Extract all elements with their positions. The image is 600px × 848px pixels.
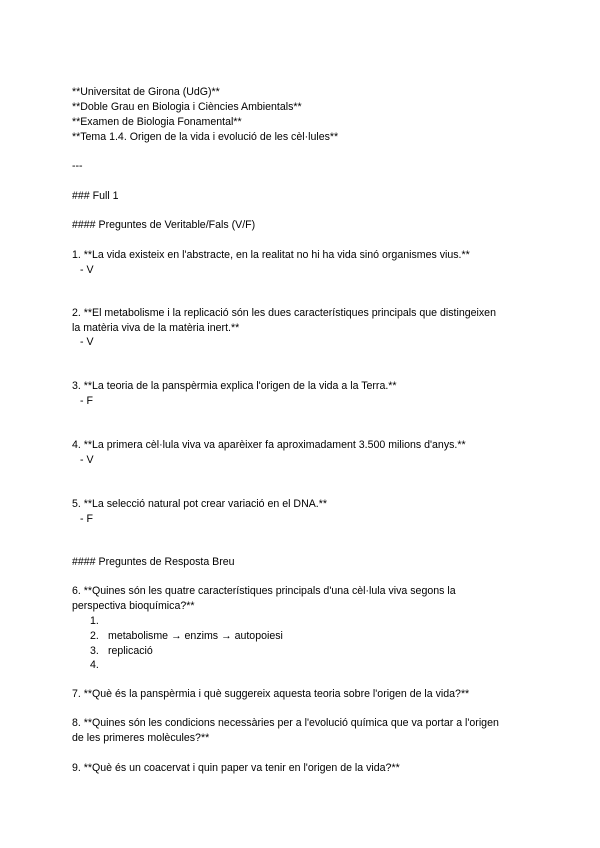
- list-item-number: 2.: [90, 630, 99, 642]
- question-9: 9. **Què és un coacervat i quin paper va tenir en l'origen de la vida?**: [72, 762, 400, 774]
- answer-3: - F: [80, 395, 93, 407]
- header-degree: **Doble Grau en Biologia i Ciències Ambientals**: [72, 101, 302, 113]
- answer-1: - V: [80, 264, 94, 276]
- answer-2: - V: [80, 336, 94, 348]
- tf-section-heading: #### Preguntes de Veritable/Fals (V/F): [72, 219, 256, 231]
- question-2-line-2: la matèria viva de la matèria inert.**: [72, 322, 240, 334]
- short-section-heading: #### Preguntes de Resposta Breu: [72, 556, 235, 568]
- header-exam: **Examen de Biologia Fonamental**: [72, 116, 242, 128]
- separator: ---: [72, 160, 83, 172]
- question-7: 7. **Què és la panspèrmia i què suggereix aquesta teoria sobre l'origen de la vida?**: [72, 688, 470, 700]
- question-3: 3. **La teoria de la panspèrmia explica l'origen de la vida a la Terra.**: [72, 380, 397, 392]
- question-6-line-2: perspectiva bioquímica?**: [72, 600, 195, 612]
- answer-5: - F: [80, 513, 93, 525]
- question-2-line-1: 2. **El metabolisme i la replicació són les dues característiques principals que distingeixen: [72, 307, 496, 319]
- question-1: 1. **La vida existeix en l'abstracte, en la realitat no hi ha vida sinó organismes vius.**: [72, 249, 470, 261]
- list-item-number: 4.: [90, 659, 99, 671]
- sheet-heading: ### Full 1: [72, 190, 119, 202]
- header-university: **Universitat de Girona (UdG)**: [72, 86, 220, 98]
- question-5: 5. **La selecció natural pot crear variació en el DNA.**: [72, 498, 327, 510]
- list-item-text: metabolisme → enzims → autopoiesi: [108, 630, 283, 642]
- list-item-number: 3.: [90, 645, 99, 657]
- list-item-text: replicació: [108, 645, 153, 657]
- question-6-line-1: 6. **Quines són les quatre característiques principals d'una cèl·lula viva segons la: [72, 585, 456, 597]
- question-4: 4. **La primera cèl·lula viva va aparèixer fa aproximadament 3.500 milions d'anys.**: [72, 439, 466, 451]
- list-item-number: 1.: [90, 615, 99, 627]
- question-8-line-1: 8. **Quines són les condicions necessàries per a l'evolució química que va portar a l'origen: [72, 717, 499, 729]
- question-8-line-2: de les primeres molècules?**: [72, 732, 210, 744]
- answer-4: - V: [80, 454, 94, 466]
- header-topic: **Tema 1.4. Origen de la vida i evolució de les cèl·lules**: [72, 131, 339, 143]
